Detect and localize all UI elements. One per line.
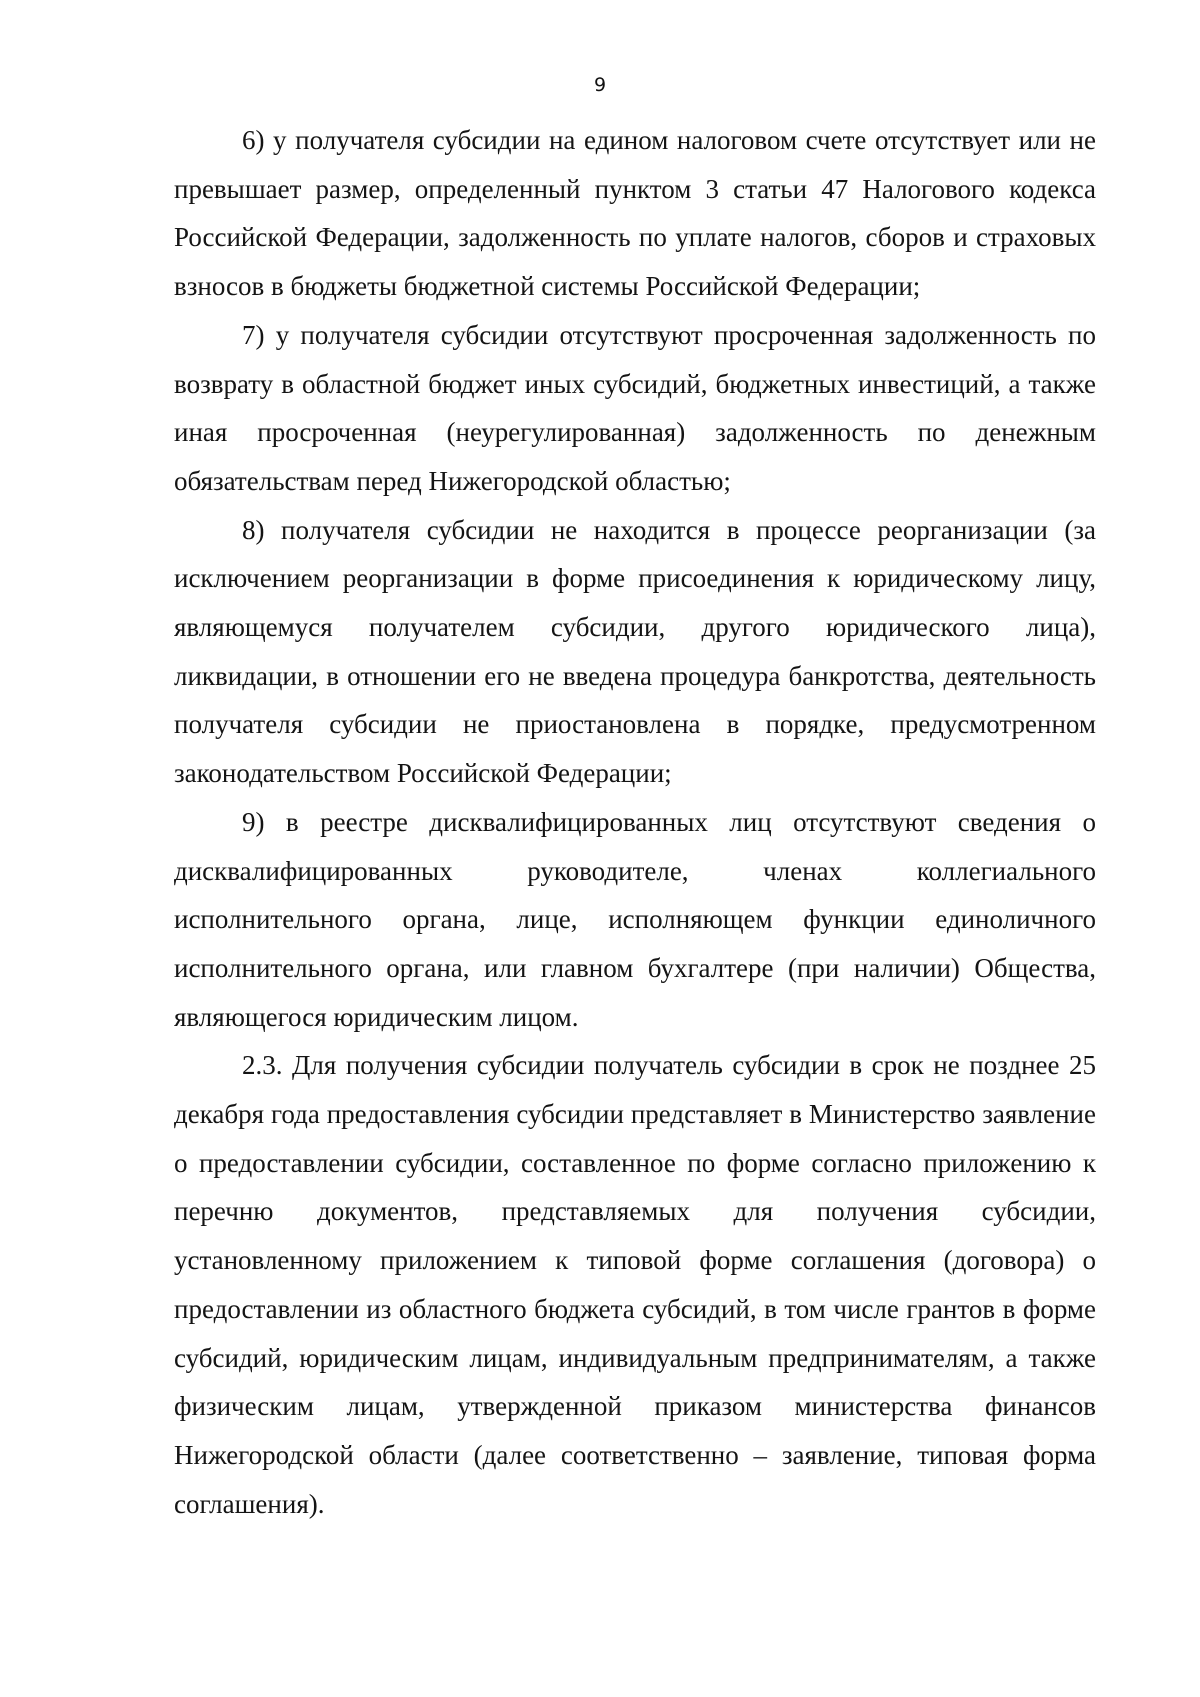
paragraph-item-6: 6) у получателя субсидии на едином налоговом счете отсутствует или не превышает размер, определенный пунктом 3 статьи 47 Налогового кодекса Российской Федерации, задолженность по уплате налогов, сборов и страховых взносов в бюджеты бюджетной системы Российской Федерации;: [174, 125, 1096, 302]
paragraph-item-7: 7) у получателя субсидии отсутствуют просроченная задолженность по возврату в областной бюджет иных субсидий, бюджетных инвестиций, а также иная просроченная (неурегулированная) задолженность по денежным обязательствам перед Нижегородской областью;: [174, 319, 1096, 496]
paragraph-item-8: 8) получателя субсидии не находится в процессе реорганизации (за исключением реорганизации в форме присоединения к юридическому лицу, являющемуся получателем субсидии, другого юридического лица), ликвидации, в отношении его не введена процедура банкротства, деятельность получателя субсидии не приостановлена в порядке, предусмотренном законодательством Российской Федерации;: [174, 514, 1096, 789]
paragraph-section-2-3: 2.3. Для получения субсидии получатель субсидии в срок не позднее 25 декабря года предоставления субсидии представляет в Министерство заявление о предоставлении субсидии, составленное по форме согласно приложению к перечню документов, представляемых для получения субсидии, установленному приложением к типовой форме соглашения (договора) о предоставлении из областного бюджета субсидий, в том числе грантов в форме субсидий, юридическим лицам, индивидуальным предпринимателям, а также физическим лицам, утвержденной приказом министерства финансов Нижегородской области (далее соответственно – заявление, типовая форма соглашения).: [174, 1050, 1096, 1519]
paragraph-item-9: 9) в реестре дисквалифицированных лиц отсутствуют сведения о дисквалифицированных руководителе, членах коллегиального исполнительного органа, лице, исполняющем функции единоличного исполнительного органа, или главном бухгалтере (при наличии) Общества, являющегося юридическим лицом.: [174, 806, 1096, 1032]
document-body: [174, 116, 1096, 1528]
page-number: 9: [593, 74, 607, 96]
